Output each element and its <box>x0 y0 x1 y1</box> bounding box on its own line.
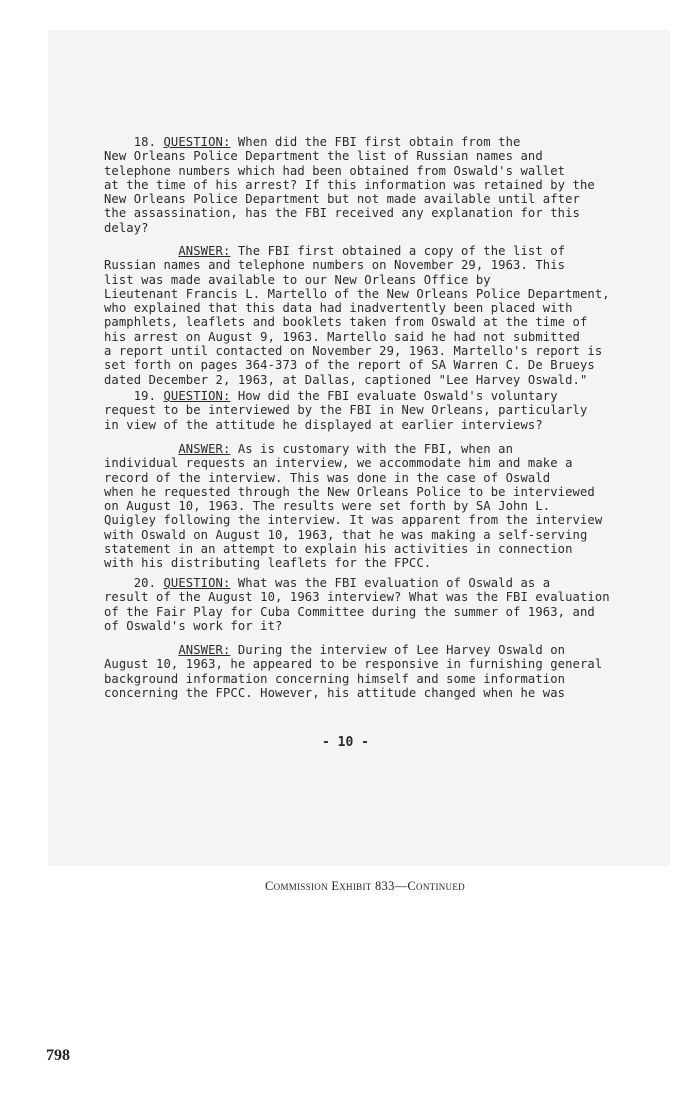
answer-19-line: with his distributing leaflets for the FPCC. <box>104 556 432 571</box>
answer-18-line: set forth on pages 364-373 of the report of SA Warren C. De Brueys <box>104 358 595 373</box>
answer-20 <box>104 643 664 700</box>
question-20-line: result of the August 10, 1963 interview? What was the FBI evaluation <box>104 590 610 605</box>
answer-18-line: pamphlets, leaflets and booklets taken from Oswald at the time of <box>104 315 588 330</box>
answer-19-line: with Oswald on August 10, 1963, that he was making a self-serving <box>104 527 588 542</box>
answer-19-line: when he requested through the New Orleans Police to be interviewed <box>104 484 595 499</box>
question-20-line: of the Fair Play for Cuba Committee during the summer of 1963, and <box>104 604 595 619</box>
question-18-line: telephone numbers which had been obtained from Oswald's wallet <box>104 163 566 178</box>
answer-18-line: Russian names and telephone numbers on November 29, 1963. This <box>104 258 566 273</box>
question-label: QUESTION: <box>163 576 231 590</box>
answer-18-line-1: ANSWER: The FBI first obtained a copy of the list of <box>178 244 566 258</box>
answer-18-line: his arrest on August 9, 1963. Martello said he had not submitted <box>104 329 580 344</box>
answer-18-line: who explained that this data had inadvertently been placed with <box>104 301 573 316</box>
answer-20-line-1: ANSWER: During the interview of Lee Harvey Oswald on <box>178 643 566 657</box>
answer-19-line: Quigley following the interview. It was apparent from the interview <box>104 513 603 528</box>
question-19-line: in view of the attitude he displayed at earlier interviews? <box>104 417 543 432</box>
question-19-line-1: 19. QUESTION: How did the FBI evaluate Oswald's voluntary <box>133 389 558 403</box>
answer-18-line: list was made available to our New Orleans Office by <box>104 272 491 287</box>
answer-19-line: individual requests an interview, we accommodate him and make a <box>104 456 573 471</box>
answer-19 <box>104 442 664 571</box>
question-19-line: request to be interviewed by the FBI in New Orleans, particularly <box>104 403 588 418</box>
question-18-line: New Orleans Police Department the list of Russian names and <box>104 149 543 164</box>
answer-20-line: concerning the FPCC. However, his attitude changed when he was <box>104 685 566 700</box>
answer-label: ANSWER: <box>178 244 231 258</box>
answer-20-line: August 10, 1963, he appeared to be responsive in furnishing general <box>104 657 603 672</box>
page-number: - 10 - <box>322 735 369 750</box>
answer-19-line-1: ANSWER: As is customary with the FBI, when an <box>178 442 514 456</box>
answer-18-line: a report until contacted on November 29, 1963. Martello's report is <box>104 344 603 359</box>
question-18-line: the assassination, has the FBI received any explanation for this <box>104 206 580 221</box>
answer-19-line: on August 10, 1963. The results were set forth by SA John L. <box>104 499 551 514</box>
question-label: QUESTION: <box>163 389 231 403</box>
exhibit-caption: Commission Exhibit 833—Continued <box>265 879 465 893</box>
answer-19-line: statement in an attempt to explain his activities in connection <box>104 542 573 557</box>
question-label: QUESTION: <box>163 135 231 149</box>
answer-label: ANSWER: <box>178 643 231 657</box>
question-18-line: at the time of his arrest? If this information was retained by the <box>104 177 595 192</box>
question-18-line: delay? <box>104 220 149 235</box>
answer-18-line: Lieutenant Francis L. Martello of the New Orleans Police Department, <box>104 286 610 301</box>
question-20 <box>104 576 664 633</box>
question-20-line: of Oswald's work for it? <box>104 618 283 633</box>
volume-page-number: 798 <box>46 1047 70 1064</box>
question-18-line: New Orleans Police Department but not made available until after <box>104 192 580 207</box>
question-number: 20. <box>133 576 157 590</box>
answer-18 <box>104 244 664 387</box>
answer-20-line: background information concerning himself and some information <box>104 671 566 686</box>
answer-label: ANSWER: <box>178 442 231 456</box>
question-18-line-1: 18. QUESTION: When did the FBI first obtain from the <box>133 135 521 149</box>
question-20-line-1: 20. QUESTION: What was the FBI evaluation of Oswald as a <box>133 576 551 590</box>
question-number: 18. <box>133 135 157 149</box>
answer-19-line: record of the interview. This was done in the case of Oswald <box>104 470 551 485</box>
question-number: 19. <box>133 389 157 403</box>
answer-18-line: dated December 2, 1963, at Dallas, captioned "Lee Harvey Oswald." <box>104 372 588 387</box>
question-18 <box>104 135 664 235</box>
question-19 <box>104 389 664 432</box>
